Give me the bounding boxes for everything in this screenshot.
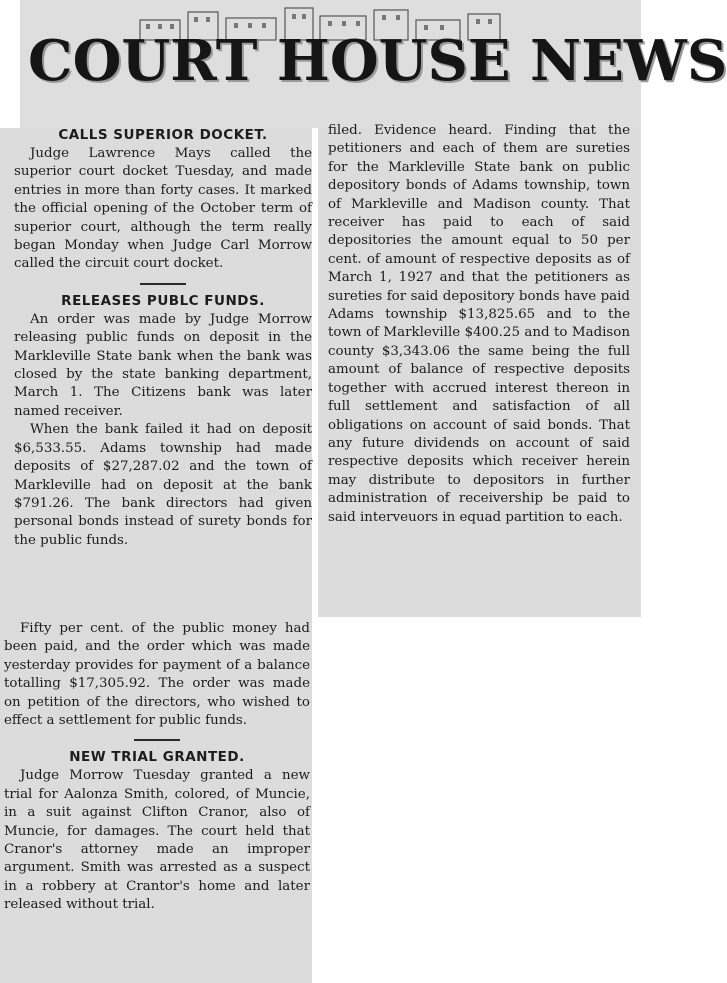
- article-paragraph: Judge Morrow Tuesday granted a new trial for Aalonza Smith, colored, of Muncie, in a suit against Clifton Cranor, also of Muncie, for damages. The court held that Cranor's attorney made an improper argument. Smith was arrested as a suspect in a robbery at Crantor's home and later released without trial.: [4, 768, 310, 913]
- headline-releases-public-funds: RELEASES PUBLC FUNDS.: [61, 292, 265, 309]
- continuation-paragraph: filed. Evidence heard. Finding that the petitioners and each of them are sureties for the Markleville State bank on public depository bonds of Adams township, town of Markleville and Madison county. That receiver has paid to each of said depositories the amount equal to 50 per cent. of amount of respective deposits as of March 1, 1927 and that the petitioners as sureties for said depository bonds have paid Adams township $13,825.65 and to the town of Markleville $400.25 and to Madison county $3,343.06 the same being the full amount of balance of respective deposits together with accrued interest thereon in full settlement and satisfaction of all obligations on account of said bonds. That any future dividends on account of said respective deposits which receiver herein may distribute to depositors in further administration of receivership be paid to said interveuors in equad partition to each.: [328, 123, 630, 525]
- right-column: [328, 122, 630, 527]
- article-paragraph: Judge Lawrence Mays called the superior court docket Tuesday, and made entries in more than forty cases. It marked the official opening of the October term of superior court, although the term really began Monday when Judge Carl Morrow called the circuit court docket.: [14, 146, 312, 272]
- left-column-upper: [14, 125, 312, 550]
- article-paragraph: When the bank failed it had on deposit $6,533.55. Adams township had made deposits of $27,287.02 and the town of Markleville had on deposit at the bank $791.26. The bank directors had given personal bonds instead of surety bonds for the public funds.: [14, 422, 312, 548]
- section-divider: [134, 739, 180, 741]
- masthead-title: COURT HOUSE NEWS: [28, 28, 727, 94]
- article-paragraph: Fifty per cent. of the public money had been paid, and the order which was made yesterday provides for payment of a balance totalling $17,305.92. The order was made on petition of the directors, who wished to effect a settlement for public funds.: [4, 621, 310, 729]
- section-divider: [140, 283, 186, 285]
- article-paragraph: An order was made by Judge Morrow releasing public funds on deposit in the Markleville State bank when the bank was closed by the state banking department, March 1. The Citizens bank was later named receiver.: [14, 311, 312, 419]
- left-column-lower: [4, 620, 310, 915]
- headline-new-trial-granted: NEW TRIAL GRANTED.: [69, 749, 245, 766]
- headline-calls-superior-docket: CALLS SUPERIOR DOCKET.: [58, 127, 268, 143]
